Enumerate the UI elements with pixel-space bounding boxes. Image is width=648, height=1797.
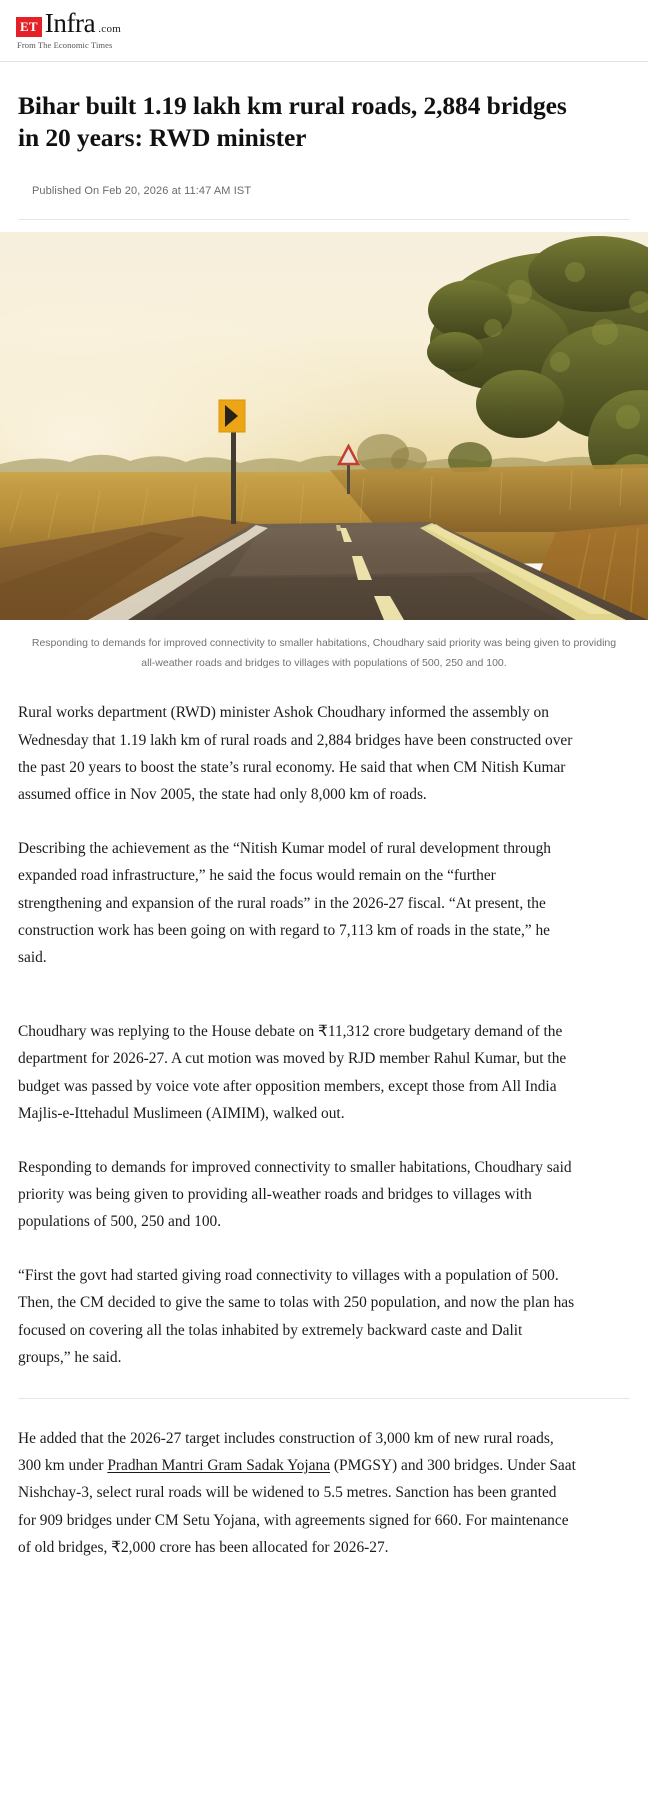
body-divider	[18, 1398, 630, 1399]
image-caption: Responding to demands for improved connectivity to smaller habitations, Choudhary said priority was being given to providing all-weather roads and bridges to villages with populations of 500, 250 and 100.	[31, 637, 617, 669]
logo-tld: .com	[98, 23, 122, 35]
site-header	[0, 0, 648, 62]
header-divider	[18, 219, 630, 220]
site-logo[interactable]	[16, 10, 632, 38]
bottom-spacer	[0, 1588, 648, 1606]
hero-figure	[0, 232, 648, 673]
hero-image	[0, 232, 648, 620]
article-body-tail	[0, 1425, 648, 1562]
article-body	[0, 699, 648, 1371]
paragraph-text-before-link: He added that the 2026-27 target includes construction of 3,000 km of new rural roads, 300 km under	[18, 1429, 554, 1474]
pmgsy-link[interactable]: Pradhan Mantri Gram Sadak Yojana	[107, 1456, 331, 1474]
logo-wordmark: Infra	[44, 8, 96, 38]
paragraph: Choudhary was replying to the House debate on ₹11,312 crore budgetary demand of the department for 2026-27. A cut motion was moved by RJD member Rahul Kumar, but the budget was passed by voice vote after opposition members, except those from All India Majlis-e-Ittehadul Muslimeen (AIMIM), walked out.	[18, 1022, 567, 1123]
article	[0, 90, 648, 1606]
paragraph: “First the govt had started giving road connectivity to villages with a population of 500. Then, the CM decided to give the same to tolas with 250 population, and now the plan has focused on covering all the tolas inhabited by extremely backward caste and Dalit groups,” he said.	[18, 1266, 575, 1367]
paragraph: Describing the achievement as the “Nitish Kumar model of rural development through expanded road infrastructure,” he said the focus would remain on the “further strengthening and expansion of the rural roads” in the 2026-27 fiscal. “At present, the construction work has been going on with regard to 7,113 km of roads in the state,” he said.	[18, 839, 551, 967]
paragraph-with-link	[18, 1425, 578, 1562]
page-title: Bihar built 1.19 lakh km rural roads, 2,884 bridges in 20 years: RWD minister	[18, 91, 567, 153]
et-badge-icon: ET	[16, 17, 42, 37]
paragraph: Responding to demands for improved connectivity to smaller habitations, Choudhary said priority was being given to providing all-weather roads and bridges to villages with populations of 500, 250 and 100.	[18, 1158, 572, 1231]
logo-tagline: From The Economic Times	[17, 40, 113, 50]
paragraph-text-after-link: (PMGSY) and 300 bridges. Under Saat Nishchay-3, select rural roads will be widened to 5.5 metres. Sanction has been granted for 909 bridges under CM Setu Yojana, with agreements signed for 660. For maintenance of old bridges, ₹2,000 crore has been allocated for 2026-27.	[18, 1456, 576, 1557]
published-timestamp: Published On Feb 20, 2026 at 11:47 AM IST	[32, 185, 252, 198]
paragraph: Rural works department (RWD) minister Ashok Choudhary informed the assembly on Wednesday that 1.19 lakh km of rural roads and 2,884 bridges have been constructed over the past 20 years to boost the state’s rural economy. He said that when CM Nitish Kumar assumed office in Nov 2005, the state had only 8,000 km of roads.	[18, 704, 573, 804]
article-header	[0, 90, 648, 220]
